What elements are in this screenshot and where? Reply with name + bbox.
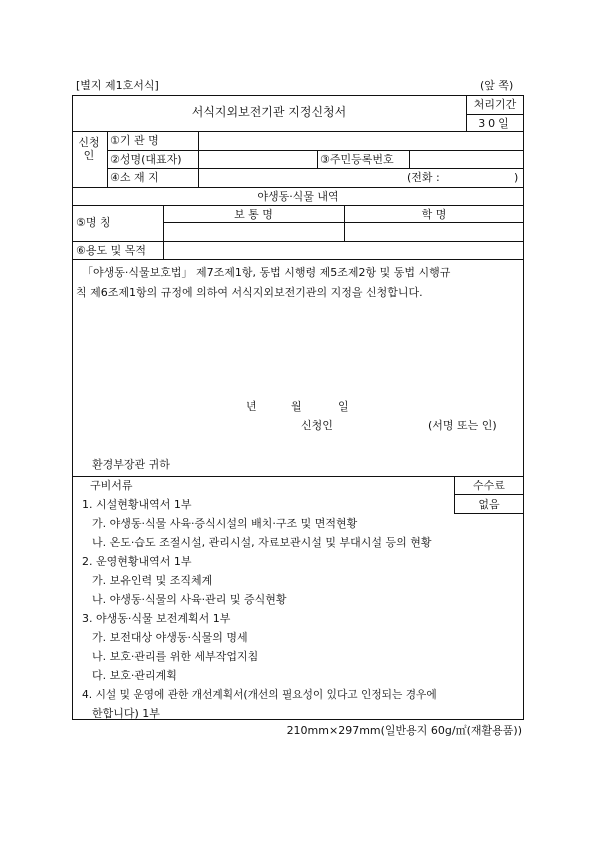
phone-label: (전화 : [407, 171, 440, 184]
applicant-section-label: 신청인 [78, 136, 100, 162]
representative-name-label: ②성명(대표자) [110, 153, 182, 166]
common-name-header: 보 통 명 [234, 208, 273, 221]
agency-name-field[interactable] [199, 132, 523, 149]
processing-period-value: 30일 [478, 117, 512, 130]
common-name-field[interactable] [164, 223, 343, 240]
attachment-subitem: 가. 보전대상 야생동·식물의 명세 [92, 631, 248, 644]
fee-label: 수수료 [473, 479, 505, 492]
species-name-label: ⑤명 칭 [76, 216, 111, 229]
date-year-label: 년 [246, 400, 257, 413]
fee-value: 없음 [478, 498, 500, 511]
purpose-label: ⑥용도 및 목적 [76, 244, 146, 257]
recipient-line: 환경부장관 귀하 [92, 458, 170, 471]
signature-note: (서명 또는 인) [428, 419, 497, 432]
agency-name-label: ①기 관 명 [110, 134, 159, 147]
species-section-title: 야생동·식물 내역 [257, 190, 339, 203]
scientific-name-header: 학 명 [421, 208, 447, 221]
attachment-item: 1. 시설현황내역서 1부 [82, 498, 192, 511]
attachment-subitem: 나. 온도·습도 조절시설, 관리시설, 자료보관시설 및 부대시설 등의 현황 [92, 536, 432, 549]
address-label: ④소 재 지 [110, 171, 159, 184]
representative-name-field[interactable] [199, 151, 316, 167]
attachment-item-continued: 한합니다) 1부 [92, 707, 160, 720]
form-title: 서식지외보전기관 지정신청서 [191, 105, 347, 119]
applicant-signature-label: 신청인 [301, 419, 333, 432]
scientific-name-field[interactable] [345, 223, 523, 240]
purpose-field[interactable] [164, 242, 523, 258]
date-month-label: 월 [291, 400, 302, 413]
statute-text-line-1: 「야생동·식물보호법」 제7조제1항, 동법 시행령 제5조제2항 및 동법 시행규 [82, 266, 451, 279]
address-field[interactable] [199, 169, 523, 186]
paper-spec: 210mm×297mm(일반용지 60g/㎡(재활용품)) [286, 724, 522, 737]
date-day-label: 일 [338, 400, 349, 413]
resident-number-field[interactable] [410, 151, 523, 167]
attachment-item: 2. 운영현황내역서 1부 [82, 555, 192, 568]
attachment-item: 3. 야생동·식물 보전계획서 1부 [82, 612, 231, 625]
form-number: [별지 제1호서식] [76, 79, 159, 92]
attachment-subitem: 다. 보호·관리계획 [92, 669, 177, 682]
attachment-subitem: 나. 야생동·식물의 사육·관리 및 증식현황 [92, 593, 287, 606]
processing-period-label: 처리기간 [473, 98, 517, 111]
attachment-subitem: 가. 보유인력 및 조직체계 [92, 574, 213, 587]
attachment-subitem: 가. 야생동·식물 사육·증식시설의 배치·구조 및 면적현황 [92, 517, 358, 530]
phone-close-paren: ) [514, 171, 519, 184]
attachments-title: 구비서류 [90, 479, 133, 492]
page-side-label: (앞 쪽) [480, 79, 514, 92]
statute-text-line-2: 칙 제6조제1항의 규정에 의하여 서식지외보전기관의 지정을 신청합니다. [76, 286, 423, 299]
attachment-item: 4. 시설 및 운영에 관한 개선계획서(개선의 필요성이 있다고 인정되는 경우에 [82, 688, 437, 701]
resident-number-label: ③주민등록번호 [320, 153, 394, 166]
attachment-subitem: 나. 보호·관리를 위한 세부작업지침 [92, 650, 259, 663]
